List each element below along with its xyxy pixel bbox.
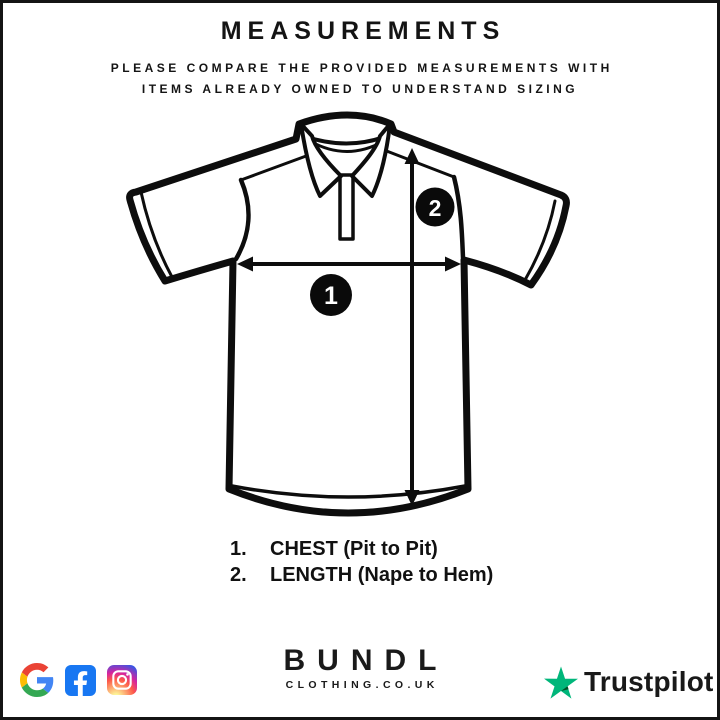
legend-number: 1. (230, 538, 247, 560)
trustpilot-logo (544, 665, 714, 699)
measurement-legend (230, 538, 493, 590)
chest-badge (310, 274, 352, 316)
trustpilot-star-icon (544, 666, 578, 699)
length-badge (416, 188, 455, 227)
placket (340, 175, 353, 239)
page-title: MEASUREMENTS (220, 17, 506, 45)
legend-number: 2. (230, 564, 247, 586)
trustpilot-wordmark: Trustpilot (584, 666, 714, 697)
brand-name: BUNDL (283, 644, 449, 677)
length-badge-number: 2 (428, 195, 442, 221)
subtitle-line-2: ITEMS ALREADY OWNED TO UNDERSTAND SIZING (141, 82, 579, 96)
chest-badge-number: 1 (324, 282, 338, 310)
subtitle-line-1: PLEASE COMPARE THE PROVIDED MEASUREMENTS WITH (110, 61, 613, 75)
legend-label: CHEST (Pit to Pit) (270, 538, 438, 560)
legend-item-chest (230, 538, 493, 564)
legend-label: LENGTH (Nape to Hem) (270, 564, 494, 586)
legend-item-length (230, 564, 493, 590)
brand-domain: CLOTHING.CO.UK (285, 679, 439, 691)
